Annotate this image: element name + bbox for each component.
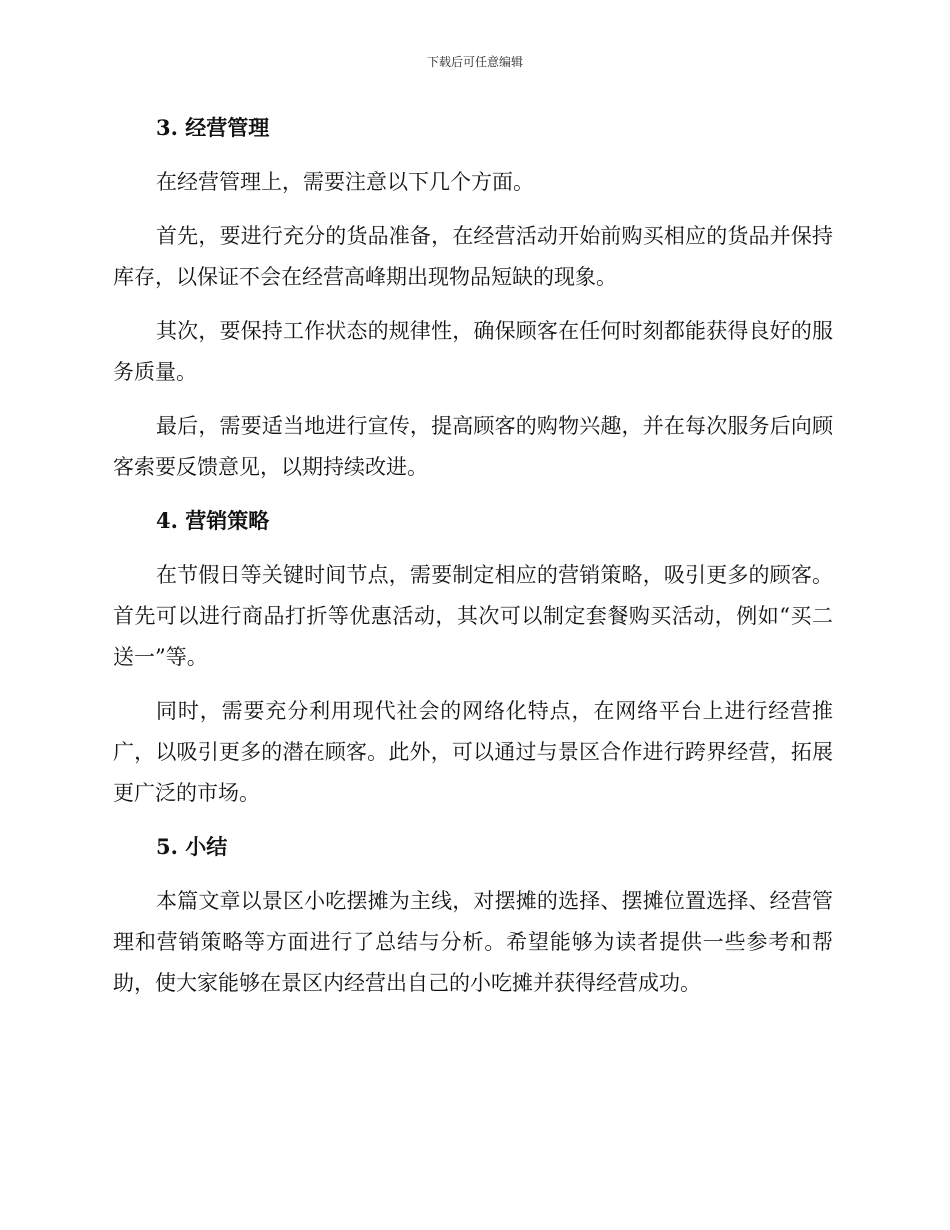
- paragraph: 在经营管理上，需要注意以下几个方面。: [156, 170, 534, 194]
- paragraph: 本篇文章以景区小吃摆摊为主线，对摆摊的选择、摆摊位置选择、经营管理和营销策略等方面进行了总结与分析。希望能够为读者提供一些参考和帮助，使大家能够在景区内经营出自己的小吃摊并获得经营成功。: [113, 889, 833, 995]
- section-heading-management: 3. 经营管理: [156, 115, 270, 140]
- document-body: [113, 108, 833, 1004]
- paragraph: 在节假日等关键时间节点，需要制定相应的营销策略，吸引更多的顾客。首先可以进行商品打折等优惠活动，其次可以制定套餐购买活动，例如“买二送一”等。: [113, 563, 833, 669]
- section-heading-summary: 5. 小结: [156, 834, 228, 859]
- section-heading-marketing: 4. 营销策略: [156, 508, 270, 533]
- paragraph: 首先，要进行充分的货品准备，在经营活动开始前购买相应的货品并保持库存，以保证不会在经营高峰期出现物品短缺的现象。: [113, 224, 833, 289]
- paragraph: 同时，需要充分利用现代社会的网络化特点，在网络平台上进行经营推广，以吸引更多的潜在顾客。此外，可以通过与景区合作进行跨界经营，拓展更广泛的市场。: [113, 699, 833, 805]
- paragraph: 其次，要保持工作状态的规律性，确保顾客在任何时刻都能获得良好的服务质量。: [113, 319, 833, 384]
- paragraph: 最后，需要适当地进行宣传，提高顾客的购物兴趣，并在每次服务后向顾客索要反馈意见，以期持续改进。: [113, 414, 833, 479]
- page-header: 下载后可任意编辑: [426, 55, 523, 69]
